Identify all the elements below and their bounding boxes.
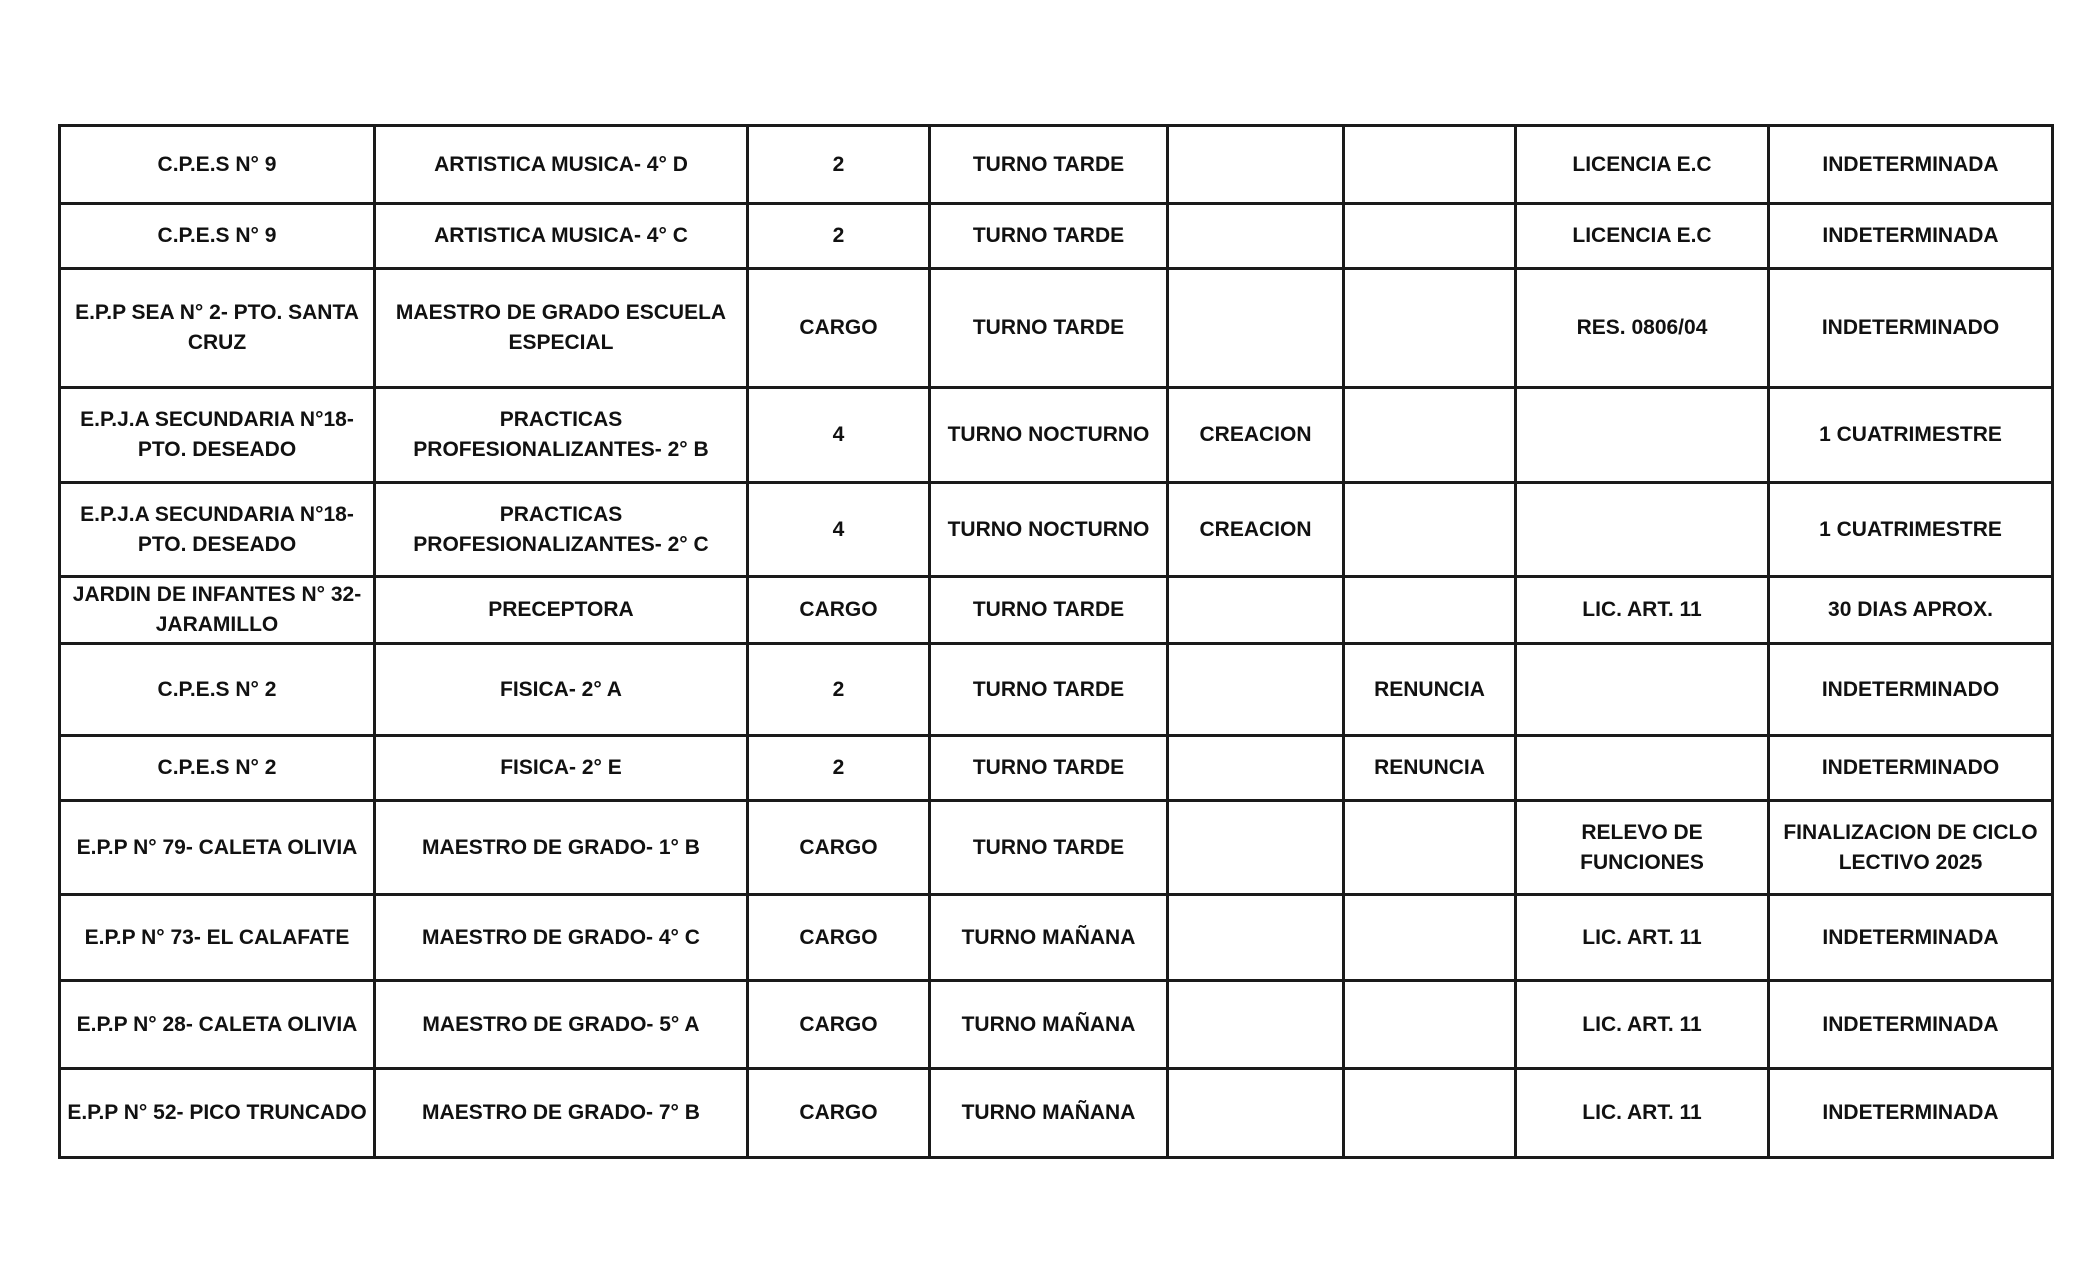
creation-cell (1168, 895, 1344, 981)
subject-cell: MAESTRO DE GRADO- 5° A (375, 981, 748, 1069)
school-cell: E.P.P N° 79- CALETA OLIVIA (60, 801, 375, 895)
hours-cell: CARGO (748, 577, 930, 644)
shift-cell: TURNO MAÑANA (930, 1069, 1168, 1158)
resignation-cell (1344, 1069, 1516, 1158)
school-cell: C.P.E.S N° 2 (60, 736, 375, 801)
hours-cell: 2 (748, 126, 930, 204)
table-body (60, 126, 2053, 1158)
creation-cell: CREACION (1168, 483, 1344, 577)
reason-cell: LICENCIA E.C (1516, 204, 1769, 269)
resignation-cell: RENUNCIA (1344, 736, 1516, 801)
reason-cell (1516, 388, 1769, 483)
hours-cell: CARGO (748, 269, 930, 388)
table-row (60, 126, 2053, 204)
resignation-cell (1344, 126, 1516, 204)
hours-cell: 2 (748, 736, 930, 801)
table-row (60, 644, 2053, 736)
school-cell: E.P.P N° 28- CALETA OLIVIA (60, 981, 375, 1069)
creation-cell (1168, 1069, 1344, 1158)
vacancies-table (58, 124, 2054, 1159)
resignation-cell (1344, 483, 1516, 577)
school-cell: E.P.P SEA N° 2- PTO. SANTA CRUZ (60, 269, 375, 388)
hours-cell: CARGO (748, 895, 930, 981)
school-cell: E.P.J.A SECUNDARIA N°18- PTO. DESEADO (60, 388, 375, 483)
shift-cell: TURNO TARDE (930, 126, 1168, 204)
school-cell: C.P.E.S N° 9 (60, 204, 375, 269)
hours-cell: 2 (748, 644, 930, 736)
school-cell: E.P.J.A SECUNDARIA N°18- PTO. DESEADO (60, 483, 375, 577)
school-cell: JARDIN DE INFANTES N° 32- JARAMILLO (60, 577, 375, 644)
reason-cell: LIC. ART. 11 (1516, 1069, 1769, 1158)
subject-cell: PRECEPTORA (375, 577, 748, 644)
creation-cell (1168, 204, 1344, 269)
resignation-cell (1344, 204, 1516, 269)
reason-cell (1516, 483, 1769, 577)
school-cell: E.P.P N° 52- PICO TRUNCADO (60, 1069, 375, 1158)
duration-cell: INDETERMINADO (1769, 269, 2053, 388)
subject-cell: PRACTICAS PROFESIONALIZANTES- 2° B (375, 388, 748, 483)
subject-cell: MAESTRO DE GRADO- 1° B (375, 801, 748, 895)
school-cell: E.P.P N° 73- EL CALAFATE (60, 895, 375, 981)
shift-cell: TURNO TARDE (930, 204, 1168, 269)
hours-cell: CARGO (748, 1069, 930, 1158)
subject-cell: MAESTRO DE GRADO ESCUELA ESPECIAL (375, 269, 748, 388)
duration-cell: INDETERMINADA (1769, 204, 2053, 269)
subject-cell: FISICA- 2° E (375, 736, 748, 801)
spreadsheet-page (58, 124, 2051, 1159)
hours-cell: CARGO (748, 981, 930, 1069)
shift-cell: TURNO MAÑANA (930, 981, 1168, 1069)
reason-cell (1516, 736, 1769, 801)
table-row (60, 577, 2053, 644)
creation-cell (1168, 126, 1344, 204)
resignation-cell (1344, 269, 1516, 388)
duration-cell: FINALIZACION DE CICLO LECTIVO 2025 (1769, 801, 2053, 895)
shift-cell: TURNO NOCTURNO (930, 388, 1168, 483)
table-row (60, 801, 2053, 895)
table-row (60, 204, 2053, 269)
school-cell: C.P.E.S N° 9 (60, 126, 375, 204)
shift-cell: TURNO TARDE (930, 577, 1168, 644)
subject-cell: PRACTICAS PROFESIONALIZANTES- 2° C (375, 483, 748, 577)
duration-cell: 1 CUATRIMESTRE (1769, 388, 2053, 483)
duration-cell: INDETERMINADO (1769, 644, 2053, 736)
duration-cell: INDETERMINADA (1769, 895, 2053, 981)
table-row (60, 736, 2053, 801)
creation-cell: CREACION (1168, 388, 1344, 483)
reason-cell: LICENCIA E.C (1516, 126, 1769, 204)
table-row (60, 1069, 2053, 1158)
resignation-cell: RENUNCIA (1344, 644, 1516, 736)
creation-cell (1168, 577, 1344, 644)
creation-cell (1168, 269, 1344, 388)
creation-cell (1168, 736, 1344, 801)
shift-cell: TURNO TARDE (930, 736, 1168, 801)
duration-cell: 1 CUATRIMESTRE (1769, 483, 2053, 577)
resignation-cell (1344, 895, 1516, 981)
table-row (60, 483, 2053, 577)
resignation-cell (1344, 577, 1516, 644)
subject-cell: ARTISTICA MUSICA- 4° D (375, 126, 748, 204)
hours-cell: 2 (748, 204, 930, 269)
creation-cell (1168, 981, 1344, 1069)
subject-cell: ARTISTICA MUSICA- 4° C (375, 204, 748, 269)
resignation-cell (1344, 801, 1516, 895)
table-row (60, 981, 2053, 1069)
table-row (60, 895, 2053, 981)
reason-cell (1516, 644, 1769, 736)
hours-cell: CARGO (748, 801, 930, 895)
duration-cell: INDETERMINADO (1769, 736, 2053, 801)
reason-cell: LIC. ART. 11 (1516, 895, 1769, 981)
shift-cell: TURNO TARDE (930, 644, 1168, 736)
hours-cell: 4 (748, 388, 930, 483)
creation-cell (1168, 644, 1344, 736)
shift-cell: TURNO TARDE (930, 801, 1168, 895)
reason-cell: LIC. ART. 11 (1516, 577, 1769, 644)
creation-cell (1168, 801, 1344, 895)
duration-cell: INDETERMINADA (1769, 1069, 2053, 1158)
school-cell: C.P.E.S N° 2 (60, 644, 375, 736)
shift-cell: TURNO TARDE (930, 269, 1168, 388)
hours-cell: 4 (748, 483, 930, 577)
resignation-cell (1344, 388, 1516, 483)
reason-cell: RELEVO DE FUNCIONES (1516, 801, 1769, 895)
subject-cell: MAESTRO DE GRADO- 7° B (375, 1069, 748, 1158)
table-row (60, 388, 2053, 483)
resignation-cell (1344, 981, 1516, 1069)
duration-cell: INDETERMINADA (1769, 126, 2053, 204)
shift-cell: TURNO NOCTURNO (930, 483, 1168, 577)
table-row (60, 269, 2053, 388)
duration-cell: 30 DIAS APROX. (1769, 577, 2053, 644)
duration-cell: INDETERMINADA (1769, 981, 2053, 1069)
shift-cell: TURNO MAÑANA (930, 895, 1168, 981)
subject-cell: MAESTRO DE GRADO- 4° C (375, 895, 748, 981)
subject-cell: FISICA- 2° A (375, 644, 748, 736)
reason-cell: LIC. ART. 11 (1516, 981, 1769, 1069)
reason-cell: RES. 0806/04 (1516, 269, 1769, 388)
